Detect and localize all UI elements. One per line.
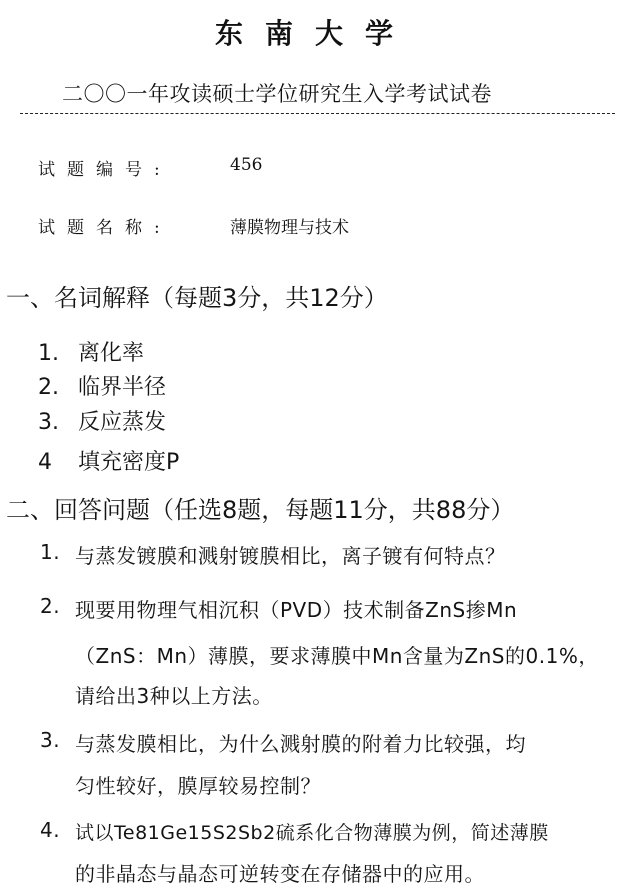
section-2-heading: 二、回答问题（任选8题，每题11分，共88分） [6,496,515,524]
term-number: 2. [38,375,59,400]
section-1-heading: 一、名词解释（每题3分，共12分） [6,284,388,312]
term-text: 离化率 [78,341,145,366]
exam-name-label: 试题名称: [38,218,172,238]
question-line: 与蒸发镀膜和溅射镀膜相比，离子镀有何特点？ [75,544,506,568]
university-name: 东南大学 [214,17,415,50]
dashed-divider [20,113,615,114]
term-text: 填充密度P [78,450,180,475]
question-line: 现要用物理气相沉积（PVD）技术制备ZnS掺Mn [75,598,518,622]
term-item [38,336,144,367]
exam-code-value: 456 [230,155,263,175]
term-item [38,405,166,436]
exam-code-label: 试题编号: [38,160,172,180]
term-number: 1. [38,341,59,366]
question-line: 请给出3种以上方法。 [75,684,273,708]
term-text: 反应蒸发 [78,410,167,435]
exam-name-value: 薄膜物理与技术 [230,218,349,238]
question-line: 的非晶态与晶态可逆转变在存储器中的应用。 [75,862,485,886]
term-text: 临界半径 [78,375,167,400]
question-number: 4. [40,818,61,842]
term-number: 4 [38,450,52,475]
question-line: 与蒸发膜相比，为什么溅射膜的附着力比较强，均 [75,732,526,756]
question-line: 试以Te81Ge15S2Sb2硫系化合物薄膜为例，简述薄膜 [75,822,549,844]
term-item [38,445,179,476]
question-line: （ZnS：Mn）薄膜，要求薄膜中Mn含量为ZnS的0.1%， [75,644,599,668]
question-number: 3. [40,728,61,752]
question-number: 1. [40,540,61,564]
term-number: 3. [38,410,59,435]
question-number: 2. [40,594,61,618]
exam-title: 二〇〇一年攻读硕士学位研究生入学考试试卷 [62,82,492,106]
term-item [38,370,166,401]
question-line: 匀性较好，膜厚较易控制？ [75,774,321,798]
